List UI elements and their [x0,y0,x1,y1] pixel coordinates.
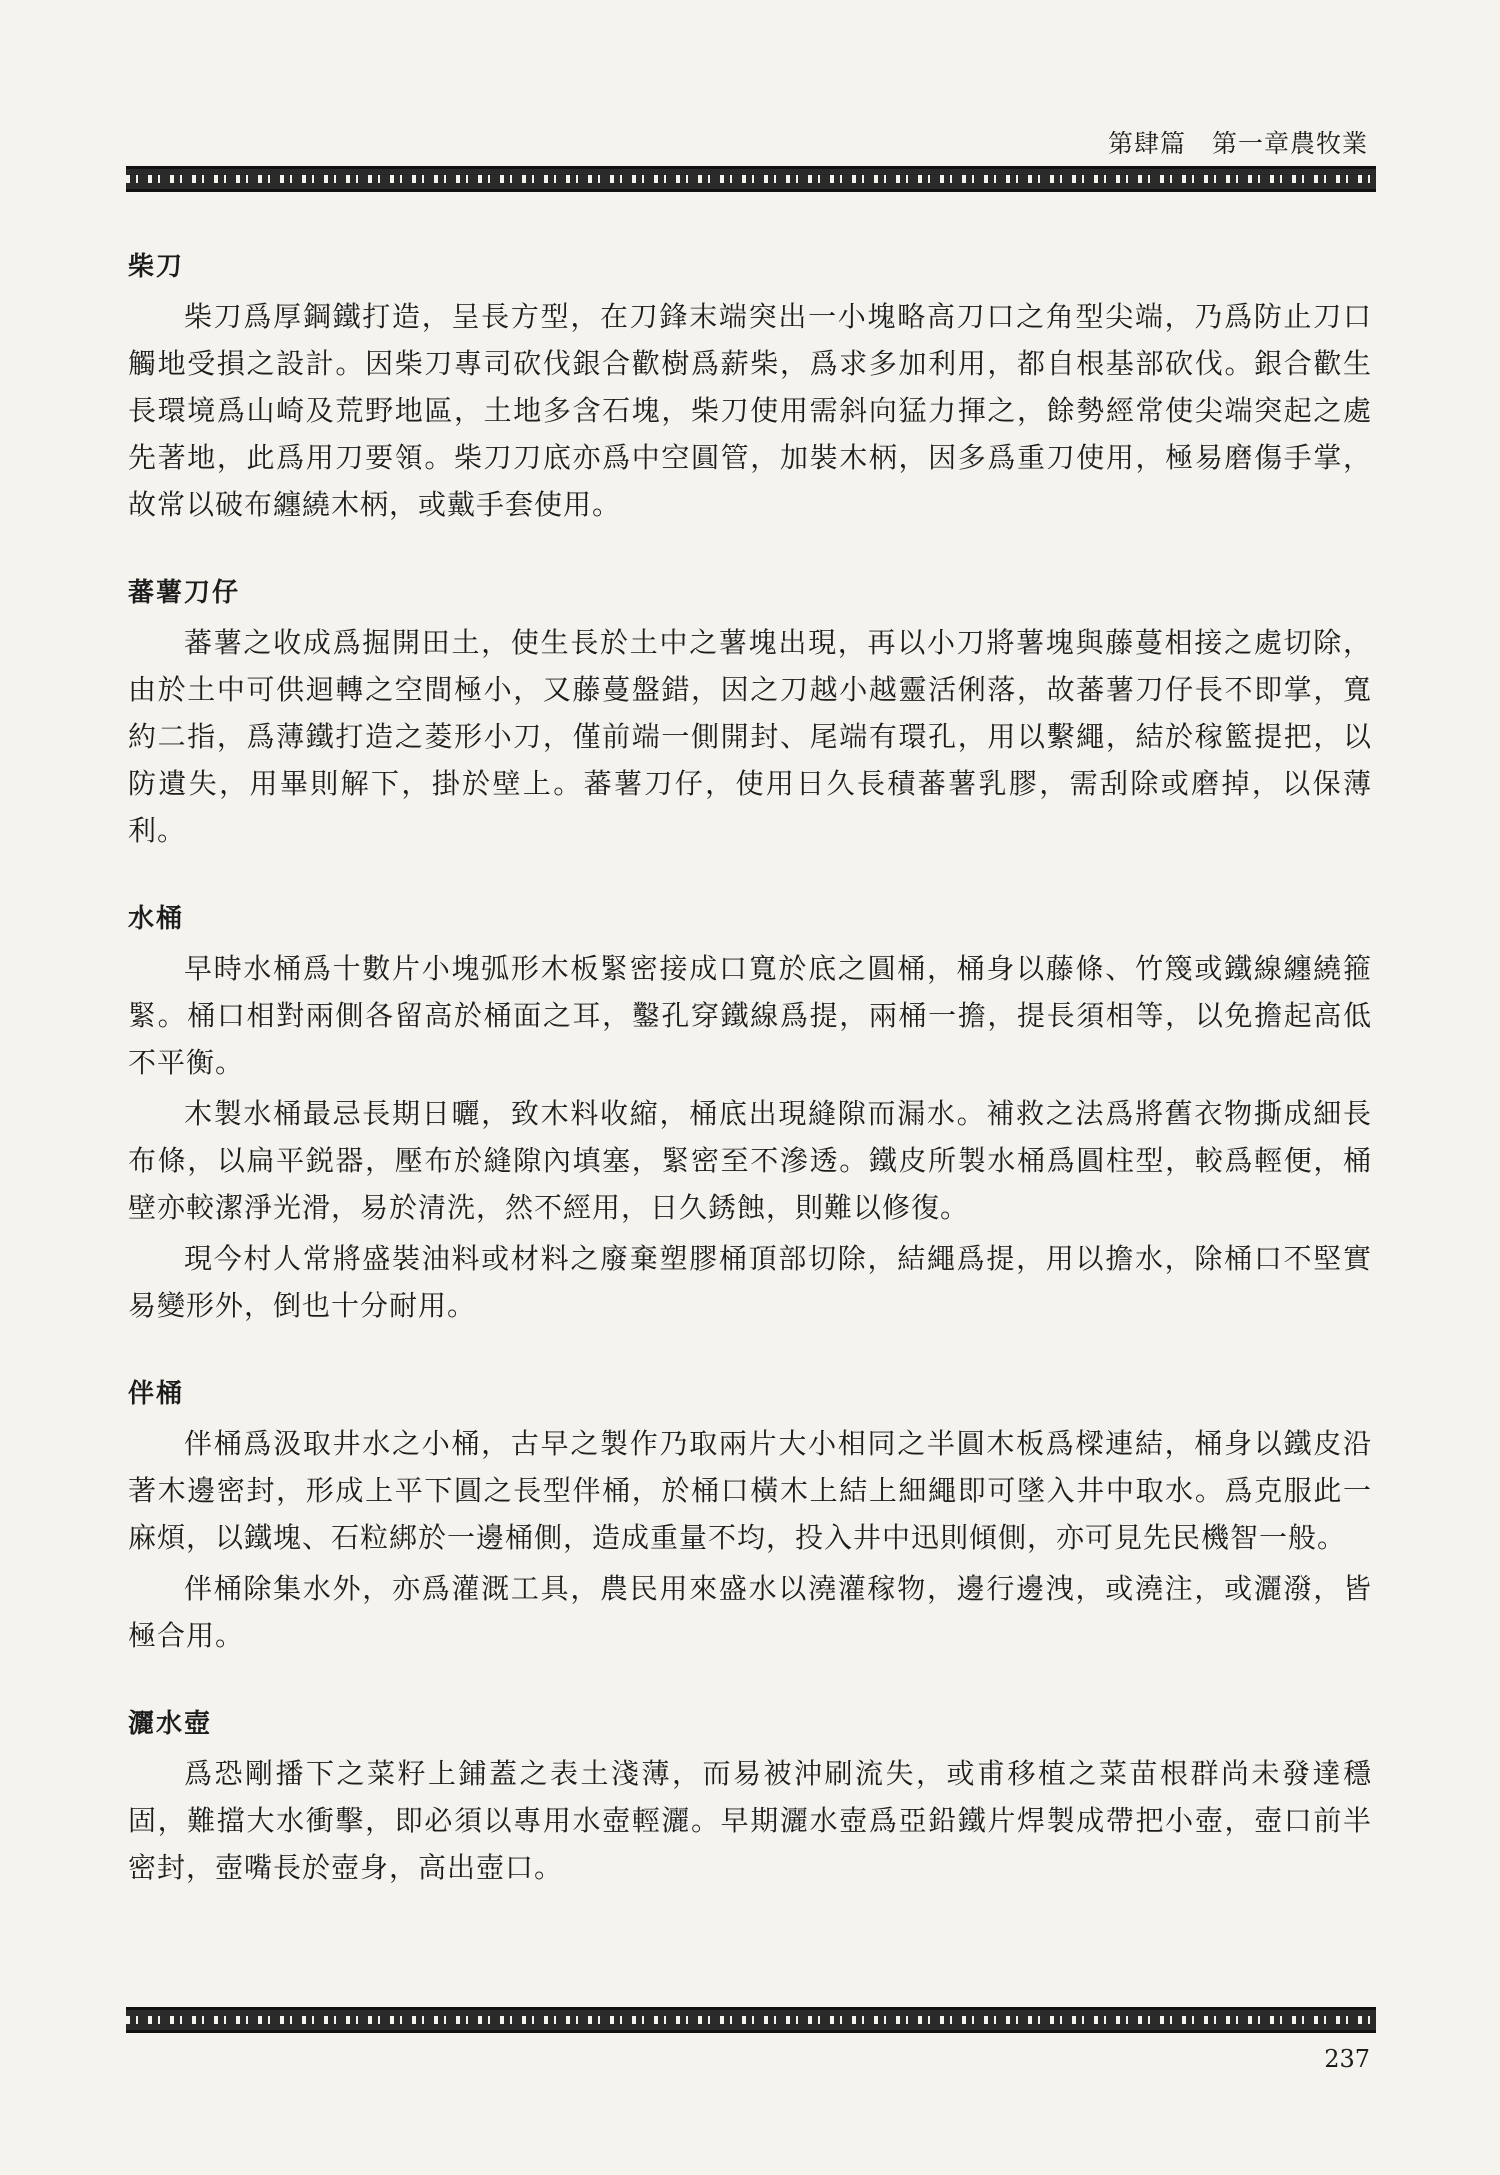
section-sa-shui-hu [128,1703,1372,1891]
paragraph: 伴桶除集水外，亦爲灌溉工具，農民用來盛水以澆灌稼物，邊行邊洩，或澆注，或灑潑，皆極合用。 [128,1572,1372,1652]
page-body [128,200,1372,1895]
section-heading: 蕃薯刀仔 [128,578,241,608]
section-heading: 水桶 [128,904,185,934]
paragraph: 現今村人常將盛裝油料或材料之廢棄塑膠桶頂部切除，結繩爲提，用以擔水，除桶口不堅實易變形外，倒也十分耐用。 [128,1242,1372,1322]
section-heading: 伴桶 [128,1379,185,1409]
section-ban-tong [128,1373,1372,1659]
paragraph: 木製水桶最忌長期日曬，致木料收縮，桶底出現縫隙而漏水。補救之法爲將舊衣物撕成細長布條，以扁平鋭器，壓布於縫隙內填塞，緊密至不滲透。鐵皮所製水桶爲圓柱型，較爲輕便，桶壁亦較潔淨光滑，易於清洗，然不經用，日久銹蝕，則難以修復。 [128,1097,1372,1224]
paragraph: 早時水桶爲十數片小塊弧形木板緊密接成口寬於底之圓桶，桶身以藤條、竹篾或鐵線纏繞箍緊。桶口相對兩側各留高於桶面之耳，鑿孔穿鐵線爲提，兩桶一擔，提長須相等，以免擔起高低不平衡。 [128,952,1372,1079]
section-chai-dao [128,246,1372,528]
section-heading: 柴刀 [128,252,185,282]
paragraph: 爲恐剛播下之菜籽上鋪蓋之表土淺薄，而易被沖刷流失，或甫移植之菜苗根群尚未發達穩固，難擋大水衝擊，即必須以專用水壺輕灑。早期灑水壺爲亞鉛鐵片焊製成帶把小壺，壺口前半密封，壺嘴長於壺身，高出壺口。 [128,1757,1372,1884]
section-heading: 灑水壺 [128,1709,213,1739]
running-head: 第肆篇 第一章農牧業 [1107,129,1368,158]
paragraph: 柴刀爲厚鋼鐵打造，呈長方型，在刀鋒末端突出一小塊略高刀口之角型尖端，乃爲防止刀口觸地受損之設計。因柴刀專司砍伐銀合歡樹爲薪柴，爲求多加利用，都自根基部砍伐。銀合歡生長環境爲山崎及荒野地區，土地多含石塊，柴刀使用需斜向猛力揮之，餘勢經常使尖端突起之處先著地，此爲用刀要領。柴刀刀底亦爲中空圓管，加裝木柄，因多爲重刀使用，極易磨傷手掌，故常以破布纏繞木柄，或戴手套使用。 [128,300,1372,521]
bottom-fret-border [126,2007,1376,2033]
section-shui-tong [128,898,1372,1329]
paragraph: 伴桶爲汲取井水之小桶，古早之製作乃取兩片大小相同之半圓木板爲樑連結，桶身以鐵皮沿著木邊密封，形成上平下圓之長型伴桶，於桶口橫木上結上細繩即可墜入井中取水。爲克服此一麻煩，以鐵塊、石粒綁於一邊桶側，造成重量不均，投入井中迅則傾側，亦可見先民機智一般。 [128,1427,1372,1554]
page-number: 237 [1324,2045,1370,2073]
top-fret-border [126,166,1376,192]
paragraph: 蕃薯之收成爲掘開田土，使生長於土中之薯塊出現，再以小刀將薯塊與藤蔓相接之處切除，由於土中可供迴轉之空間極小，又藤蔓盤錯，因之刀越小越靈活俐落，故蕃薯刀仔長不即掌，寬約二指，爲薄鐵打造之菱形小刀，僅前端一側開封、尾端有環孔，用以繫繩，結於稼籃提把，以防遺失，用畢則解下，掛於壁上。蕃薯刀仔，使用日久長積蕃薯乳膠，需刮除或磨掉，以保薄利。 [128,626,1372,847]
section-fanshu-daozai [128,572,1372,854]
